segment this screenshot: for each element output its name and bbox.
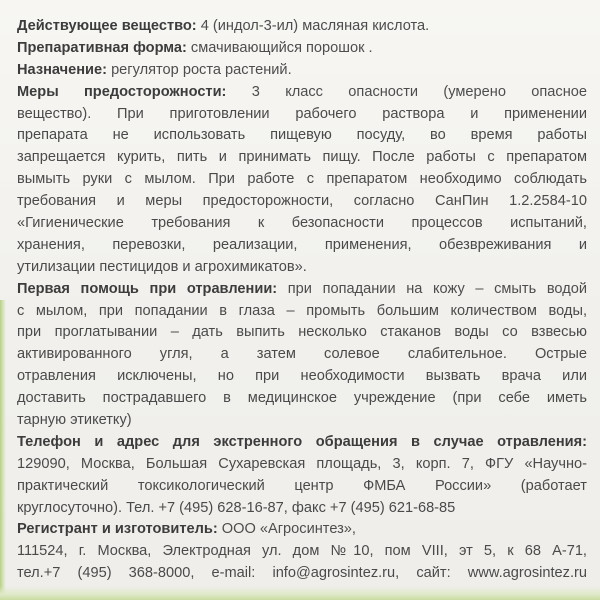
active-substance-text: 4 (индол-3-ил) масляная кислота. — [196, 18, 430, 34]
first-aid-line: активированного угля, а затем солевое слабительное. Острые — [17, 346, 587, 363]
formulation-text: смачивающийся порошок . — [186, 39, 373, 56]
emergency-line: практический токсикологический центр ФМБА России» (работает — [17, 477, 587, 494]
registrant-text: ООО «Агросинтез», — [217, 521, 356, 538]
first-aid-line: доставить пострадавшего в медицинское учреждение (при себе иметь — [17, 390, 587, 407]
emergency-heading: Телефон и адрес для экстренного обращения в случае отравления: — [17, 433, 587, 450]
precautions-line: запрещается курить, пить и принимать пищу. После работы с препаратом — [17, 149, 587, 166]
registrant-contact-line: тел.+7 (495) 368-8000, e-mail: info@agrosintez.ru, сайт: www.agrosintez.ru — [17, 565, 587, 582]
formulation-line — [17, 38, 587, 60]
purpose-line — [17, 60, 587, 82]
emergency-line: 129090, Москва, Большая Сухаревская площадь, 3, корп. 7, ФГУ «Научно- — [17, 455, 587, 472]
precautions-line: утилизации пестицидов и агрохимикатов». — [17, 258, 307, 275]
precautions-line: препарата не использовать пищевую посуду, во время работы — [17, 127, 587, 144]
green-edge-decoration — [0, 300, 6, 600]
first-aid-line: при проглатывании – дать выпить несколько стаканов воды со взвесью — [17, 324, 587, 341]
first-aid-line — [17, 279, 587, 301]
bottom-edge-decoration — [0, 586, 600, 600]
precautions-text: 3 класс опасности (умерено опасное — [226, 83, 587, 100]
precautions-line: вымыть руки с мылом. При работе с препаратом необходимо соблюдать — [17, 171, 587, 188]
precautions-line — [17, 82, 587, 104]
emergency-line: круглосуточно). Тел. +7 (495) 628-16-87, факс +7 (495) 621-68-85 — [17, 499, 456, 516]
precautions-line: «Гигиенические требования к безопасности процессов испытаний, — [17, 215, 587, 232]
registrant-line — [17, 519, 587, 541]
first-aid-line: отравления исключены, но при необходимости вызвать врача или — [17, 368, 587, 385]
registrant-address-line: 111524, г. Москва, Электродная ул. дом №10, пом VIII, эт 5, к 68 А-71, — [17, 543, 587, 560]
precautions-line: хранения, перевозки, реализации, применения, обезвреживания и — [17, 236, 587, 253]
active-substance-line — [17, 16, 587, 38]
precautions-heading: Меры предосторожности: — [17, 83, 227, 100]
first-aid-line: тарную этикетку) — [17, 412, 132, 429]
registrant-heading: Регистрант и изготовитель: — [17, 521, 218, 538]
label-text — [17, 16, 587, 585]
active-substance-heading: Действующее вещество: — [17, 18, 197, 34]
emergency-heading-line — [17, 432, 587, 454]
first-aid-text: при попадании на кожу – смыть водой — [277, 280, 587, 297]
purpose-heading: Назначение: — [17, 61, 108, 78]
first-aid-heading: Первая помощь при отравлении: — [17, 280, 278, 297]
precautions-line: требования и меры предосторожности, согласно СанПин 1.2.2584-10 — [17, 193, 587, 210]
purpose-text: регулятор роста растений. — [107, 61, 292, 78]
first-aid-line: с мылом, при попадании в глаза – промыть большим количеством воды, — [17, 302, 587, 319]
precautions-line: вещество). При приготовлении рабочего раствора и применении — [17, 105, 587, 122]
formulation-heading: Препаративная форма: — [17, 39, 187, 56]
